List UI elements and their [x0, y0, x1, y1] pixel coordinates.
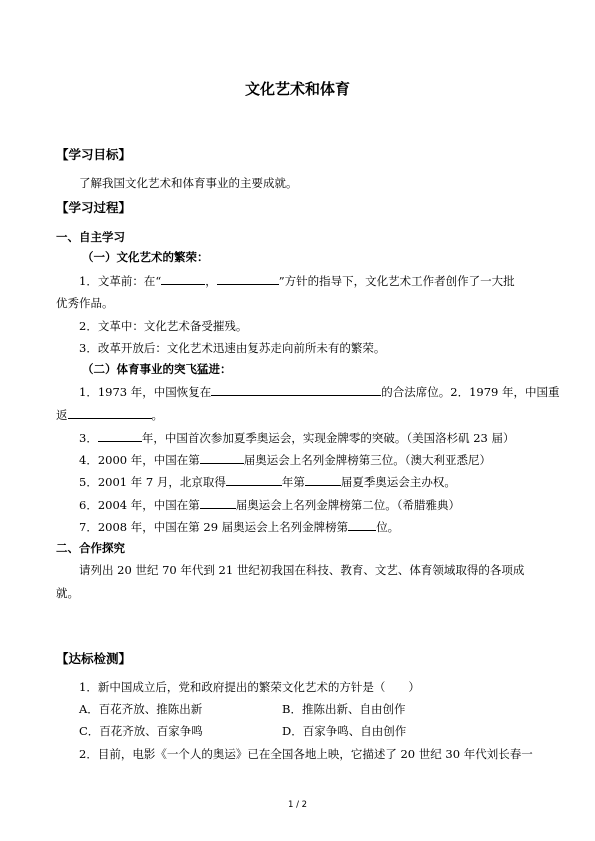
text-fragment: 的合法席位。2．1979 年，中国重 — [381, 385, 560, 399]
text-fragment: 3． — [79, 431, 98, 445]
objective-text: 了解我国文化艺术和体育事业的主要成就。 — [79, 176, 298, 190]
part2-heading: 二、合作探究 — [56, 541, 125, 555]
page-number: 1 / 2 — [287, 800, 308, 810]
text-fragment: 。 — [151, 408, 163, 422]
sports-item-3 — [79, 430, 515, 446]
fill-blank[interactable] — [305, 474, 341, 486]
text-fragment: 6．2004 年，中国在第 — [79, 498, 200, 512]
process-heading: 【学习过程】 — [56, 200, 132, 215]
text-fragment: 年第 — [281, 475, 305, 489]
sports-item-1-cont — [56, 407, 163, 423]
culture-item-1 — [79, 273, 515, 289]
sports-item-1 — [79, 384, 560, 400]
text-fragment: 7．2008 年，中国在第 29 届奥运会上名列金牌榜第 — [79, 520, 349, 534]
question-1-option-c: C．百花齐放、百家争鸣 — [79, 724, 203, 738]
objective-heading: 【学习目标】 — [56, 147, 132, 162]
sub1-heading: （一）文化艺术的繁荣： — [82, 250, 209, 264]
text-fragment: ”方针的指导下，文化艺术工作者创作了一大批 — [278, 274, 515, 288]
text-fragment: 5．2001 年 7 月，北京取得 — [79, 475, 226, 489]
fill-blank[interactable] — [211, 384, 381, 396]
question-2: 2．目前，电影《一个人的奥运》已在全国各地上映，它描述了 20 世纪 30 年代刘长春一 — [79, 747, 533, 761]
sports-item-6 — [79, 497, 460, 513]
fill-blank[interactable] — [217, 273, 279, 285]
fill-blank[interactable] — [226, 474, 282, 486]
text-fragment: 返 — [56, 408, 68, 422]
fill-blank[interactable] — [200, 452, 244, 464]
text-fragment: 1．1973 年，中国恢复在 — [79, 385, 212, 399]
text-fragment: 届奥运会上名列金牌榜第三位。（澳大利亚悉尼） — [243, 453, 491, 467]
fill-blank[interactable] — [200, 497, 236, 509]
question-1-option-b: B．推陈出新、自由创作 — [282, 702, 406, 716]
text-fragment: 届夏季奥运会主办权。 — [340, 475, 456, 489]
part2-text: 请列出 20 世纪 70 年代到 21 世纪初我国在科技、教育、文艺、体育领域取得的各项成 — [79, 563, 525, 577]
sports-item-5 — [79, 474, 456, 490]
culture-item-2: 2．文革中：文化艺术备受摧残。 — [79, 319, 248, 333]
sub2-heading: （二）体育事业的突飞猛进： — [82, 362, 232, 376]
text-fragment: 届奥运会上名列金牌榜第二位。（希腊雅典） — [235, 498, 460, 512]
text-fragment: ， — [205, 274, 217, 288]
sports-item-4 — [79, 452, 491, 468]
fill-blank[interactable] — [68, 407, 152, 419]
text-fragment: 4．2000 年，中国在第 — [79, 453, 200, 467]
text-fragment: 1．文革前：在“ — [79, 274, 162, 288]
fill-blank[interactable] — [348, 519, 376, 531]
question-1-option-d: D．百家争鸣、自由创作 — [282, 724, 407, 738]
text-fragment: 年，中国首次参加夏季奥运会，实现金牌零的突破。（美国洛杉矶 23 届） — [141, 431, 515, 445]
test-heading: 【达标检测】 — [56, 651, 132, 666]
sports-item-7 — [79, 519, 399, 535]
page-title: 文化艺术和体育 — [244, 80, 350, 98]
question-1-option-a: A．百花齐放、推陈出新 — [79, 702, 203, 716]
part1-heading: 一、自主学习 — [56, 230, 125, 244]
culture-item-3: 3．改革开放后：文化艺术迅速由复苏走向前所未有的繁荣。 — [79, 341, 386, 355]
culture-item-1-cont: 优秀作品。 — [56, 296, 114, 310]
fill-blank[interactable] — [161, 273, 205, 285]
question-1: 1．新中国成立后，党和政府提出的繁荣文化艺术的方针是（ ） — [79, 680, 420, 694]
fill-blank[interactable] — [98, 430, 142, 442]
part2-text-cont: 就。 — [56, 586, 79, 600]
text-fragment: 位。 — [376, 520, 400, 534]
